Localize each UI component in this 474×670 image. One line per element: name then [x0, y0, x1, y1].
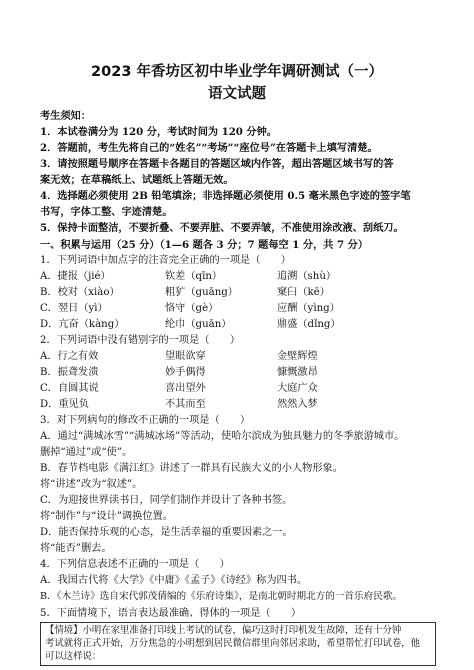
notice-line: 4．选择题必须使用 2B 铅笔填涂；非选择题必须使用 0.5 毫米黑色字迹的签字笔 [40, 190, 411, 202]
option-text: D．能否保持乐观的心态，是生活幸福的重要因素之一。 [40, 527, 293, 538]
option-text: C．自圆其说 [40, 383, 99, 394]
option-text: 窠臼（kē） [277, 287, 330, 298]
question-stem: 1．下列词语中加点字的注音完全正确的一项是（ ） [40, 255, 291, 266]
notice-line: 案无效；在草稿纸上、试题纸上答题无效。 [40, 174, 234, 186]
option-note: 将“能否”删去。 [40, 543, 112, 554]
scenario-line: 考试就将正式开始，万分焦急的小明想到居民微信群里向邻居求助，希望帮忙打印试卷，他 [45, 638, 421, 649]
option-text: D．重见负 [40, 399, 89, 410]
option-text: B．春节档电影《满江红》讲述了一群具有民族大义的小人物形象。 [40, 463, 343, 474]
option-note: 删掉“通过”或“使”。 [40, 447, 133, 458]
option-text: 鼎盛（dǐng） [277, 319, 341, 330]
option-text: 粗犷（guāng） [165, 287, 238, 298]
option-text: 应酬（yìng） [277, 303, 340, 314]
option-text: A．通过“满城冰雪”“满城冰场”等活动，使哈尔滨成为独具魅力的冬季旅游城市。 [40, 431, 405, 442]
option-text: 望眼欲穿 [165, 351, 206, 362]
option-text: 然然入梦 [277, 399, 318, 410]
scenario-line: 【情境】小明在家里准备打印线上考试的试卷，偏巧这时打印机发生故障，还有十分钟 [45, 625, 402, 636]
scenario-box [40, 622, 436, 666]
option-text: B．《木兰诗》选自宋代郭茂倩编的《乐府诗集》，是南北朝时期北方的一首乐府民歌。 [40, 591, 403, 602]
option-text: 纶巾（guān） [165, 319, 232, 330]
question-stem: 3．对下列病句的修改不正确的一项是（ ） [40, 415, 251, 426]
option-text: 恪守（gè） [165, 303, 219, 314]
notice-line: 1．本试卷满分为 120 分，考试时间为 120 分钟。 [40, 126, 277, 138]
exam-subtitle: 语文试题 [208, 86, 266, 102]
option-text: 追溯（shù） [277, 271, 337, 282]
option-text: A．捷报（jié） [40, 271, 111, 282]
option-text: 喜出望外 [165, 383, 206, 394]
option-text: 妙手偶得 [165, 367, 206, 378]
question-stem: 4．下列信息表述不正确的一项是（ ） [40, 559, 230, 570]
option-text: B．振聋发溃 [40, 367, 99, 378]
option-text: 慷慨激昂 [277, 367, 318, 378]
option-text: A．我国古代将《大学》《中庸》《孟子》《诗经》称为四书。 [40, 575, 308, 586]
question-stem: 5．下面情境下，语言表达最准确、得体的一项是（ ） [40, 607, 440, 621]
notice-heading: 考生须知： [40, 110, 91, 122]
option-text: C．为迎接世界读书日，同学们制作并设计了各种书签。 [40, 495, 293, 506]
option-text: C．翌日（yì） [40, 303, 108, 314]
option-text: B．校对（xiào） [40, 287, 120, 298]
option-text: 大庭广众 [277, 383, 318, 394]
option-text: 不其而至 [165, 399, 206, 410]
option-text: 金壁辉煌 [277, 351, 318, 362]
option-note: 将“讲述”改为“叙述”。 [40, 479, 143, 490]
exam-title: 2023 年香坊区初中毕业学年调研测试（一） [91, 64, 383, 80]
option-note: 将“制作”与“设计”调换位置。 [40, 511, 173, 522]
scenario-line: 可以这样说： [45, 651, 102, 662]
question-stem: 2．下列词语中没有错别字的一项是（ ） [40, 335, 241, 346]
option-text: 钦差（qīn） [165, 271, 223, 282]
option-text: A．行之有效 [40, 351, 99, 362]
notice-line: 书写，字体工整、字迹清楚。 [40, 206, 173, 218]
option-text: D．亢奋（kàng） [40, 319, 125, 330]
section-heading: 一、积累与运用（25 分）（1—6 题各 3 分；7 题每空 1 分，共 7 分） [40, 239, 369, 251]
notice-line: 2．答题前，考生先将自己的“姓名”“考场”“座位号”在答题卡上填写清楚。 [40, 142, 378, 154]
notice-line: 5．保持卡面整洁，不要折叠、不要弄脏、不要弄皱，不准使用涂改液、刮纸刀。 [40, 222, 404, 234]
notice-line: 3．请按照题号顺序在答题卡各题目的答题区域内作答，超出答题区域书写的答 [40, 158, 394, 170]
